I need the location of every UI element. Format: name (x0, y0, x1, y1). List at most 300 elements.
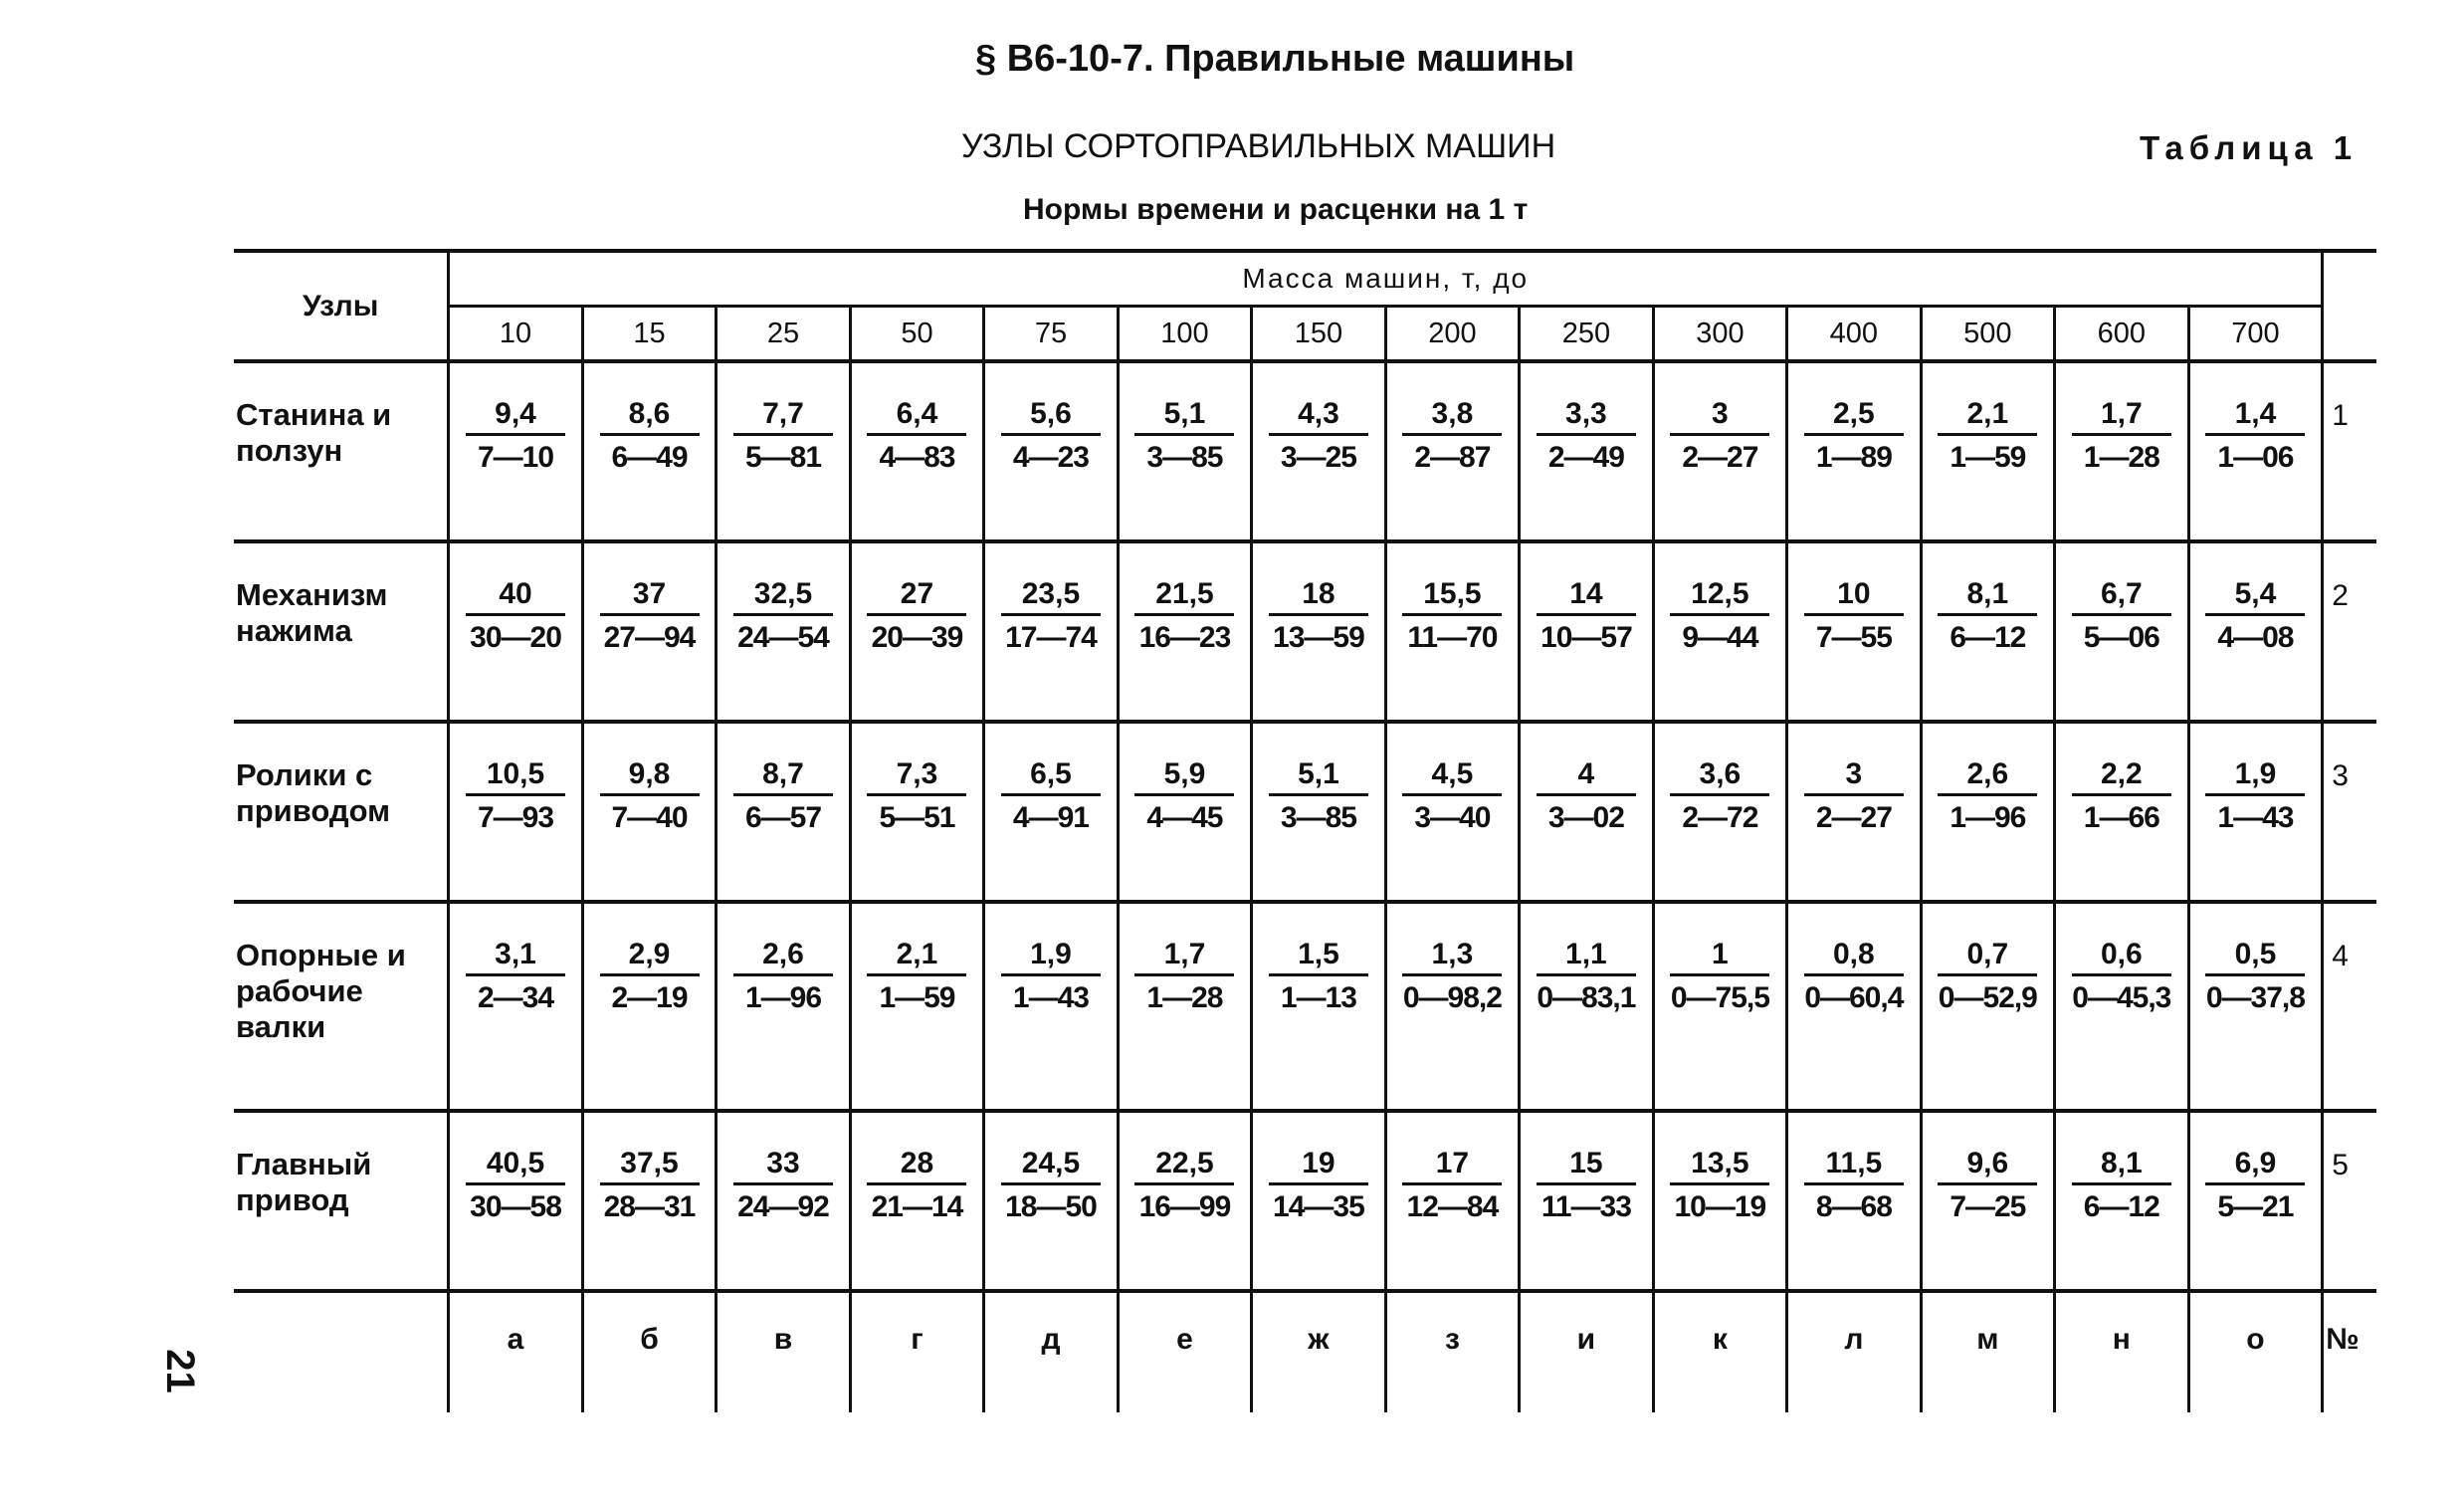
value-cell (1385, 1111, 1519, 1291)
row-label-line: Механизм (236, 577, 388, 612)
value-cell (1385, 361, 1519, 541)
value-cell (582, 1111, 716, 1291)
rate-fraction (1533, 936, 1640, 1020)
time-norm: 19 (1269, 1145, 1368, 1185)
column-letter: д (984, 1291, 1118, 1412)
table-row (234, 902, 2376, 1111)
value-cell (1385, 541, 1519, 722)
time-norm: 40 (466, 575, 565, 616)
rate-fraction (2201, 395, 2309, 480)
time-norm: 8,7 (733, 755, 833, 796)
rate-fraction (863, 1145, 970, 1229)
price-rate: 2—27 (1682, 441, 1758, 474)
time-norm: 6,9 (2205, 1145, 2305, 1185)
value-cell (1118, 902, 1251, 1111)
time-norm: 14 (1537, 575, 1636, 616)
price-rate: 4—91 (1012, 801, 1089, 834)
time-norm: 5,6 (1001, 395, 1101, 436)
value-cell (1252, 722, 1385, 902)
price-rate: 6—49 (611, 441, 688, 474)
price-rate: 4—83 (879, 441, 955, 474)
value-cell (717, 1111, 850, 1291)
rate-fraction (729, 575, 837, 660)
time-norm: 1,7 (1134, 936, 1234, 976)
row-label-line: Опорные и (236, 938, 406, 972)
rate-fraction (1666, 1145, 1773, 1229)
price-rate: 7—40 (611, 801, 688, 834)
rate-fraction (1130, 575, 1238, 660)
norms-table (234, 249, 2376, 1412)
time-norm: 8,1 (1938, 575, 2037, 616)
mass-size-header: 200 (1385, 307, 1519, 362)
price-rate: 1—28 (1146, 981, 1223, 1014)
time-norm: 2,9 (600, 936, 700, 976)
rate-fraction (1666, 936, 1773, 1020)
price-rate: 16—99 (1138, 1190, 1231, 1223)
price-rate: 2—34 (477, 981, 554, 1014)
time-norm: 28 (867, 1145, 966, 1185)
time-norm: 8,6 (600, 395, 700, 436)
price-rate: 4—08 (2217, 621, 2294, 654)
time-norm: 4 (1537, 755, 1636, 796)
value-cell (1921, 361, 2054, 541)
value-cell (1653, 541, 1786, 722)
rate-fraction (1533, 755, 1640, 840)
value-cell (1118, 361, 1251, 541)
page-number: 21 (157, 1349, 202, 1393)
row-number: 1 (2323, 361, 2376, 541)
time-norm: 7,3 (867, 755, 966, 796)
rate-fraction (1265, 575, 1372, 660)
mass-size-header: 400 (1787, 307, 1921, 362)
time-norm: 18 (1269, 575, 1368, 616)
row-label-line: Ролики с (236, 757, 373, 792)
value-cell (1787, 541, 1921, 722)
header-mass-row (234, 251, 2376, 307)
table-header (234, 251, 2376, 361)
mass-size-header: 75 (984, 307, 1118, 362)
rate-fraction (2201, 755, 2309, 840)
time-norm: 3,3 (1537, 395, 1636, 436)
rate-fraction (596, 936, 704, 1020)
rate-fraction (863, 395, 970, 480)
rate-fraction (1666, 395, 1773, 480)
value-cell (449, 902, 582, 1111)
price-rate: 4—45 (1146, 801, 1223, 834)
row-label-line: Станина и (236, 397, 392, 432)
rate-fraction (1800, 395, 1908, 480)
column-letter: а (449, 1291, 582, 1412)
rate-fraction (596, 755, 704, 840)
rate-fraction (1800, 1145, 1908, 1229)
price-rate: 2—72 (1682, 801, 1758, 834)
value-cell (850, 902, 983, 1111)
time-norm: 21,5 (1134, 575, 1234, 616)
value-cell (582, 541, 716, 722)
header-size-row (234, 307, 2376, 362)
mass-size-header: 50 (850, 307, 983, 362)
column-letter: е (1118, 1291, 1251, 1412)
price-rate: 5—51 (879, 801, 955, 834)
rate-fraction (729, 755, 837, 840)
price-rate: 0—75,5 (1670, 981, 1769, 1014)
time-norm: 1,4 (2205, 395, 2305, 436)
rate-fraction (1800, 755, 1908, 840)
row-label (234, 722, 449, 902)
rate-fraction (2201, 1145, 2309, 1229)
rate-fraction (1130, 936, 1238, 1020)
rate-fraction (2068, 1145, 2175, 1229)
value-cell (717, 361, 850, 541)
column-letter: н (2055, 1291, 2188, 1412)
time-norm: 4,3 (1269, 395, 1368, 436)
row-label-line: рабочие (236, 973, 363, 1008)
time-norm: 2,6 (733, 936, 833, 976)
rate-fraction (1934, 936, 2041, 1020)
rate-fraction (1666, 575, 1773, 660)
rate-fraction (462, 395, 569, 480)
time-norm: 6,5 (1001, 755, 1101, 796)
value-cell (850, 1111, 983, 1291)
time-norm: 32,5 (733, 575, 833, 616)
value-cell (1921, 541, 2054, 722)
value-cell (717, 722, 850, 902)
price-rate: 21—14 (871, 1190, 963, 1223)
mass-size-header: 500 (1921, 307, 2054, 362)
value-cell (1520, 722, 1653, 902)
time-norm: 2,1 (1938, 395, 2037, 436)
rate-fraction (729, 1145, 837, 1229)
row-label (234, 541, 449, 722)
price-rate: 14—35 (1273, 1190, 1364, 1223)
time-norm: 1,9 (1001, 936, 1101, 976)
value-cell (2188, 902, 2323, 1111)
rate-fraction (729, 395, 837, 480)
row-label (234, 1111, 449, 1291)
time-norm: 10,5 (466, 755, 565, 796)
column-letter: г (850, 1291, 983, 1412)
price-rate: 7—25 (1950, 1190, 2026, 1223)
rate-fraction (1800, 575, 1908, 660)
rate-fraction (1934, 755, 2041, 840)
price-rate: 3—40 (1414, 801, 1491, 834)
row-number: 5 (2323, 1111, 2376, 1291)
rate-fraction (462, 1145, 569, 1229)
price-rate: 20—39 (871, 621, 963, 654)
column-letter: з (1385, 1291, 1519, 1412)
table-label: Таблица 1 (2140, 129, 2359, 166)
rate-fraction (1800, 936, 1908, 1020)
price-rate: 5—21 (2217, 1190, 2294, 1223)
rate-fraction (1533, 395, 1640, 480)
rate-fraction (1398, 1145, 1506, 1229)
price-rate: 3—02 (1547, 801, 1624, 834)
value-cell (449, 541, 582, 722)
value-cell (1653, 722, 1786, 902)
time-norm: 1,5 (1269, 936, 1368, 976)
value-cell (1653, 361, 1786, 541)
value-cell (717, 902, 850, 1111)
table-footer (234, 1291, 2376, 1412)
table-row (234, 722, 2376, 902)
rate-fraction (863, 755, 970, 840)
price-rate: 17—74 (1005, 621, 1097, 654)
price-rate: 1—96 (1950, 801, 2026, 834)
price-rate: 3—25 (1280, 441, 1356, 474)
price-rate: 12—84 (1406, 1190, 1499, 1223)
value-cell (2055, 1111, 2188, 1291)
time-norm: 2,5 (1804, 395, 1904, 436)
time-norm: 5,1 (1134, 395, 1234, 436)
table-title: УЗЛЫ СОРТОПРАВИЛЬНЫХ МАШИН (961, 127, 1556, 165)
time-norm: 5,4 (2205, 575, 2305, 616)
time-norm: 2,2 (2072, 755, 2171, 796)
time-norm: 24,5 (1001, 1145, 1101, 1185)
price-rate: 9—44 (1682, 621, 1758, 654)
value-cell (2055, 902, 2188, 1111)
value-cell (449, 1111, 582, 1291)
value-cell (984, 722, 1118, 902)
time-norm: 1,3 (1402, 936, 1502, 976)
price-rate: 3—85 (1280, 801, 1356, 834)
value-cell (2188, 541, 2323, 722)
price-rate: 5—06 (2083, 621, 2159, 654)
price-rate: 2—49 (1547, 441, 1624, 474)
time-norm: 0,5 (2205, 936, 2305, 976)
price-rate: 1—13 (1280, 981, 1356, 1014)
rate-fraction (1130, 1145, 1238, 1229)
rate-fraction (2068, 395, 2175, 480)
time-norm: 2,6 (1938, 755, 2037, 796)
time-norm: 15 (1537, 1145, 1636, 1185)
time-norm: 3,8 (1402, 395, 1502, 436)
value-cell (1787, 722, 1921, 902)
time-norm: 17 (1402, 1145, 1502, 1185)
value-cell (850, 541, 983, 722)
table-row (234, 361, 2376, 541)
rate-fraction (1934, 395, 2041, 480)
rate-fraction (596, 575, 704, 660)
value-cell (2055, 541, 2188, 722)
price-rate: 4—23 (1012, 441, 1089, 474)
rate-fraction (2201, 936, 2309, 1020)
rate-fraction (1130, 755, 1238, 840)
value-cell (1921, 722, 2054, 902)
time-norm: 5,1 (1269, 755, 1368, 796)
time-norm: 8,1 (2072, 1145, 2171, 1185)
value-cell (850, 722, 983, 902)
section-title: § В6-10-7. Правильные машины (975, 38, 1575, 80)
rate-fraction (997, 1145, 1105, 1229)
price-rate: 0—52,9 (1938, 981, 2037, 1014)
mass-size-header: 600 (2055, 307, 2188, 362)
value-cell (1385, 902, 1519, 1111)
time-norm: 11,5 (1804, 1145, 1904, 1185)
time-norm: 6,4 (867, 395, 966, 436)
time-norm: 1,9 (2205, 755, 2305, 796)
rate-fraction (462, 755, 569, 840)
value-cell (1787, 361, 1921, 541)
value-cell (1252, 541, 1385, 722)
row-number: 2 (2323, 541, 2376, 722)
price-rate: 0—83,1 (1537, 981, 1636, 1014)
table-row (234, 1111, 2376, 1291)
mass-size-header: 25 (717, 307, 850, 362)
mass-header: Масса машин, т, до (449, 251, 2323, 307)
price-rate: 5—81 (744, 441, 822, 474)
value-cell (1520, 1111, 1653, 1291)
price-rate: 0—60,4 (1804, 981, 1904, 1014)
value-cell (1118, 722, 1251, 902)
value-cell (1787, 902, 1921, 1111)
time-norm: 1 (1670, 936, 1769, 976)
row-label-line: приводом (236, 793, 391, 828)
price-rate: 1—66 (2083, 801, 2159, 834)
rate-fraction (596, 395, 704, 480)
value-cell (1921, 1111, 2054, 1291)
rate-fraction (997, 755, 1105, 840)
rate-fraction (462, 575, 569, 660)
number-label: № (2323, 1291, 2376, 1412)
rate-fraction (1533, 1145, 1640, 1229)
value-cell (1921, 902, 2054, 1111)
time-norm: 37 (600, 575, 700, 616)
value-cell (582, 722, 716, 902)
rate-fraction (863, 575, 970, 660)
rate-fraction (1265, 395, 1372, 480)
price-rate: 7—55 (1815, 621, 1892, 654)
price-rate: 1—43 (2217, 801, 2294, 834)
value-cell (984, 361, 1118, 541)
mass-size-header: 250 (1520, 307, 1653, 362)
rate-fraction (596, 1145, 704, 1229)
rate-fraction (1265, 1145, 1372, 1229)
mass-size-header: 100 (1118, 307, 1251, 362)
time-norm: 0,8 (1804, 936, 1904, 976)
value-cell (1252, 902, 1385, 1111)
value-cell (2188, 1111, 2323, 1291)
time-norm: 0,7 (1938, 936, 2037, 976)
value-cell (717, 541, 850, 722)
value-cell (582, 902, 716, 1111)
rate-fraction (997, 575, 1105, 660)
time-norm: 12,5 (1670, 575, 1769, 616)
time-norm: 5,9 (1134, 755, 1234, 796)
time-norm: 3,6 (1670, 755, 1769, 796)
rate-fraction (863, 936, 970, 1020)
price-rate: 8—68 (1815, 1190, 1892, 1223)
time-norm: 7,7 (733, 395, 833, 436)
value-cell (1118, 541, 1251, 722)
rate-fraction (462, 936, 569, 1020)
mass-size-header: 15 (582, 307, 716, 362)
price-rate: 1—28 (2083, 441, 2159, 474)
corner-label: Узлы (302, 289, 379, 322)
row-label-line: ползун (236, 433, 343, 468)
time-norm: 9,8 (600, 755, 700, 796)
column-letter: б (582, 1291, 716, 1412)
rate-fraction (729, 936, 837, 1020)
row-number: 4 (2323, 902, 2376, 1111)
price-rate: 10—57 (1540, 621, 1632, 654)
price-rate: 11—33 (1540, 1190, 1631, 1223)
price-rate: 16—23 (1138, 621, 1231, 654)
price-rate: 11—70 (1407, 621, 1498, 654)
time-norm: 37,5 (600, 1145, 700, 1185)
price-rate: 6—12 (1950, 621, 2026, 654)
time-norm: 0,6 (2072, 936, 2171, 976)
footer-blank (234, 1291, 449, 1412)
price-rate: 3—85 (1146, 441, 1223, 474)
rate-fraction (1398, 755, 1506, 840)
rate-fraction (1265, 936, 1372, 1020)
value-cell (2055, 361, 2188, 541)
time-norm: 6,7 (2072, 575, 2171, 616)
price-rate: 7—10 (477, 441, 554, 474)
price-rate: 1—89 (1815, 441, 1892, 474)
row-label-line: валки (236, 1009, 326, 1044)
time-norm: 15,5 (1402, 575, 1502, 616)
rate-fraction (1398, 575, 1506, 660)
value-cell (2055, 722, 2188, 902)
price-rate: 18—50 (1005, 1190, 1097, 1223)
value-cell (582, 361, 716, 541)
rate-fraction (997, 395, 1105, 480)
rate-fraction (2068, 936, 2175, 1020)
rate-fraction (1398, 395, 1506, 480)
rate-fraction (2201, 575, 2309, 660)
row-number: 3 (2323, 722, 2376, 902)
row-label (234, 902, 449, 1111)
price-rate: 1—59 (879, 981, 955, 1014)
time-norm: 1,7 (2072, 395, 2171, 436)
mass-size-header: 700 (2188, 307, 2323, 362)
value-cell (1520, 361, 1653, 541)
value-cell (984, 1111, 1118, 1291)
value-cell (1653, 1111, 1786, 1291)
row-label-line: нажима (236, 613, 352, 648)
time-norm: 1,1 (1537, 936, 1636, 976)
mass-size-header: 10 (449, 307, 582, 362)
row-label-line: Главный (236, 1147, 372, 1181)
table-subtitle: Нормы времени и расценки на 1 т (1023, 193, 1529, 226)
mass-size-header: 300 (1653, 307, 1786, 362)
value-cell (1520, 541, 1653, 722)
rate-fraction (997, 936, 1105, 1020)
table-body (234, 361, 2376, 1291)
time-norm: 27 (867, 575, 966, 616)
row-label (234, 361, 449, 541)
value-cell (449, 722, 582, 902)
price-rate: 2—19 (611, 981, 688, 1014)
time-norm: 4,5 (1402, 755, 1502, 796)
price-rate: 24—54 (737, 621, 829, 654)
rate-fraction (1398, 936, 1506, 1020)
price-rate: 30—58 (470, 1190, 561, 1223)
price-rate: 6—57 (744, 801, 822, 834)
value-cell (2188, 722, 2323, 902)
value-cell (1252, 361, 1385, 541)
price-rate: 2—87 (1414, 441, 1491, 474)
time-norm: 9,4 (466, 395, 565, 436)
value-cell (984, 902, 1118, 1111)
time-norm: 3,1 (466, 936, 565, 976)
rate-fraction (1934, 1145, 2041, 1229)
rate-fraction (2068, 575, 2175, 660)
column-letter: м (1921, 1291, 2054, 1412)
value-cell (1252, 1111, 1385, 1291)
price-rate: 0—45,3 (2072, 981, 2171, 1014)
